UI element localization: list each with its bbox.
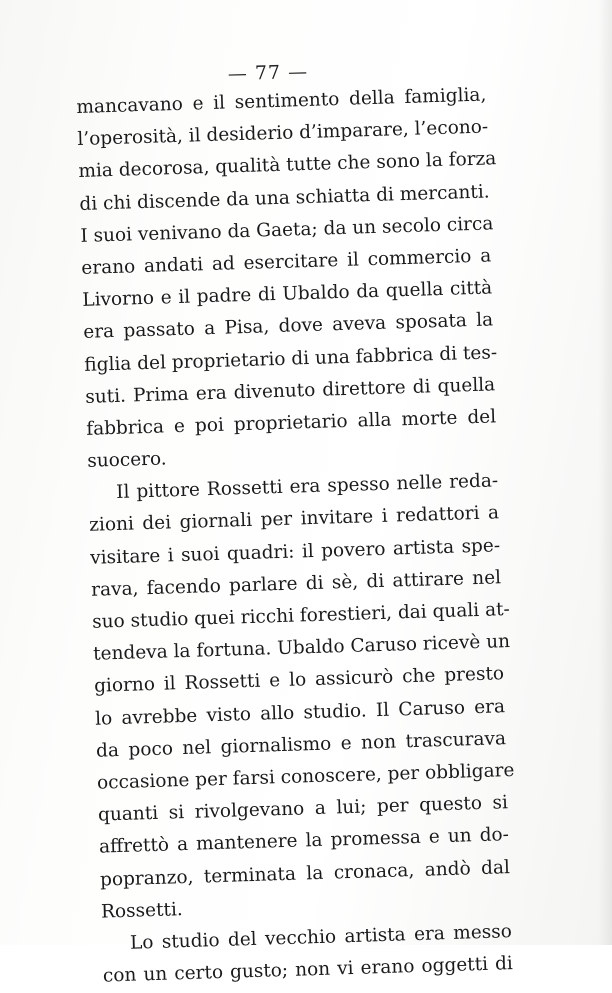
body-text [76,79,513,992]
text-line: suti. Prima era divenuto direttore di quella [84,374,496,408]
text-line: visitare i suoi quadri: il povero artista spe- [89,534,501,569]
text-line: rava, facendo parlare di sè, di attirare nel [90,567,502,601]
paragraph-start-line: Il pittore Rossetti era spesso nelle reda- [115,470,499,504]
text-line: di chi discende da una schiatta di mercanti. [79,180,490,215]
page-number: — 77 — [227,60,309,86]
text-line: I suoi venivano da Gaeta; da un secolo circa [80,213,494,247]
text-line: suocero. [86,448,167,472]
page-edge-shadow [598,0,612,945]
text-line: l’operosità, il desiderio d’imparare, l’econo- [77,116,489,151]
text-line: era passato a Pisa, dove aveva sposata la [83,309,494,344]
text-line: mancavano e il sentimento della famiglia, [76,84,487,118]
text-line: suo studio quei ricchi forestieri, dai quali at- [91,599,511,633]
text-line: fabbrica e poi proprietario alla morte del [85,406,497,440]
text-line: tendeva la fortuna. Ubaldo Caruso ricevè un [92,631,511,665]
text-line: con un certo gusto; non vi erano oggetti di [102,953,514,987]
text-line: quanti si rivolgevano a lui; per questo si [97,792,509,826]
text-line: da poco nel giornalismo e non trascurava [95,727,507,762]
text-line: figlia del proprietario di una fabbrica di tes- [84,341,498,376]
text-line: occasione per farsi conoscere, per obbligare [96,759,515,794]
text-line: mia decorosa, qualità tutte che sono la forza [78,148,497,183]
text-line: zioni dei giornali per invitare i redattori a [88,502,500,537]
text-line: Livorno e il padre di Ubaldo da quella città [82,277,493,312]
text-line: giorno il Rossetti e lo assicurò che presto [93,663,505,698]
text-line: popranzo, terminata la cronaca, andò dal [99,856,511,891]
text-line: Rossetti. [100,898,184,923]
paragraph-start-line: Lo studio del vecchio artista era messo [129,920,513,954]
text-line: erano andati ad esercitare il commercio a [81,245,492,279]
text-line: lo avrebbe visto allo studio. Il Caruso era [94,695,506,730]
text-line: affrettò a mantenere la promessa e un do- [98,824,510,858]
